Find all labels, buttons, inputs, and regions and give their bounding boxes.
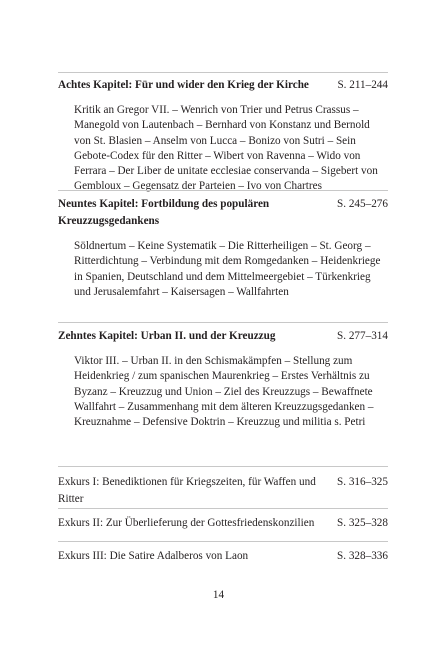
chapter-title: Neuntes Kapitel: Fortbildung des populären Kreuzzugsgedankens <box>58 198 270 227</box>
excursus-title: Exkurs III: Die Satire Adalberos von Laon <box>58 550 249 562</box>
chapter-summary: Söldnertum – Keine Systematik – Die Ritterheiligen – St. Georg – Ritterdichtung – Verbindung mit dem Romgedanken – Heidenkriege in Spanien, Deutschland und dem Mittelmeergebiet – Türkenkrieg und Jerusalemfahrt – Kaisersagen – Wallfahrten <box>74 240 381 298</box>
page-range: S. 316–325 <box>337 476 388 488</box>
chapter-summary: Viktor III. – Urban II. in den Schismakämpfen – Stellung zum Heidenkrieg / zum spanischen Maurenkrieg – Erstes Verhältnis zu Byzanz – Kreuzzug und Union – Ziel des Kreuzzugs – Bewaffnete Wallfahrt – Zusammenhang mit dem älteren Kreuzzugsgedanken – Kreuznahme – Defensive Doktrin – Kreuzzug und militia s. Petri <box>74 355 374 429</box>
divider <box>58 190 388 191</box>
divider <box>58 541 388 542</box>
chapter-title: Zehntes Kapitel: Urban II. und der Kreuzzug <box>58 330 276 342</box>
page-number: 14 <box>212 589 225 601</box>
page-range: S. 277–314 <box>337 330 388 342</box>
toc-chapter-8 <box>58 77 388 195</box>
divider <box>58 322 388 323</box>
page-range: S. 325–328 <box>337 517 388 529</box>
divider <box>58 72 388 73</box>
toc-excursus-1 <box>58 474 388 508</box>
toc-excursus-3 <box>58 548 388 565</box>
toc-chapter-9 <box>58 196 388 300</box>
page-range: S. 328–336 <box>337 550 388 562</box>
divider <box>58 466 388 467</box>
chapter-title: Achtes Kapitel: Für und wider den Krieg der Kirche <box>58 79 309 91</box>
toc-chapter-10 <box>58 328 388 430</box>
page-range: S. 245–276 <box>337 198 388 210</box>
chapter-summary: Kritik an Gregor VII. – Wenrich von Trier und Petrus Crassus – Manegold von Lautenbach – Bernhard von Konstanz und Bernold von St. Blasien – Anselm von Lucca – Bonizo von Sutri – Sein Gebote-Codex für den Ritter – Wibert von Ravenna – Wido von Ferrara – Der Liber de unitate ecclesiae conservanda – Sigebert von Gembloux – Gegensatz der Parteien – Ivo von Chartres <box>74 104 378 193</box>
excursus-title: Exkurs I: Benediktionen für Kriegszeiten, für Waffen und Ritter <box>58 476 316 505</box>
excursus-title: Exkurs II: Zur Überlieferung der Gottesfriedenskonzilien <box>58 517 315 529</box>
toc-excursus-2 <box>58 515 388 532</box>
divider <box>58 508 388 509</box>
page-range: S. 211–244 <box>337 79 388 91</box>
